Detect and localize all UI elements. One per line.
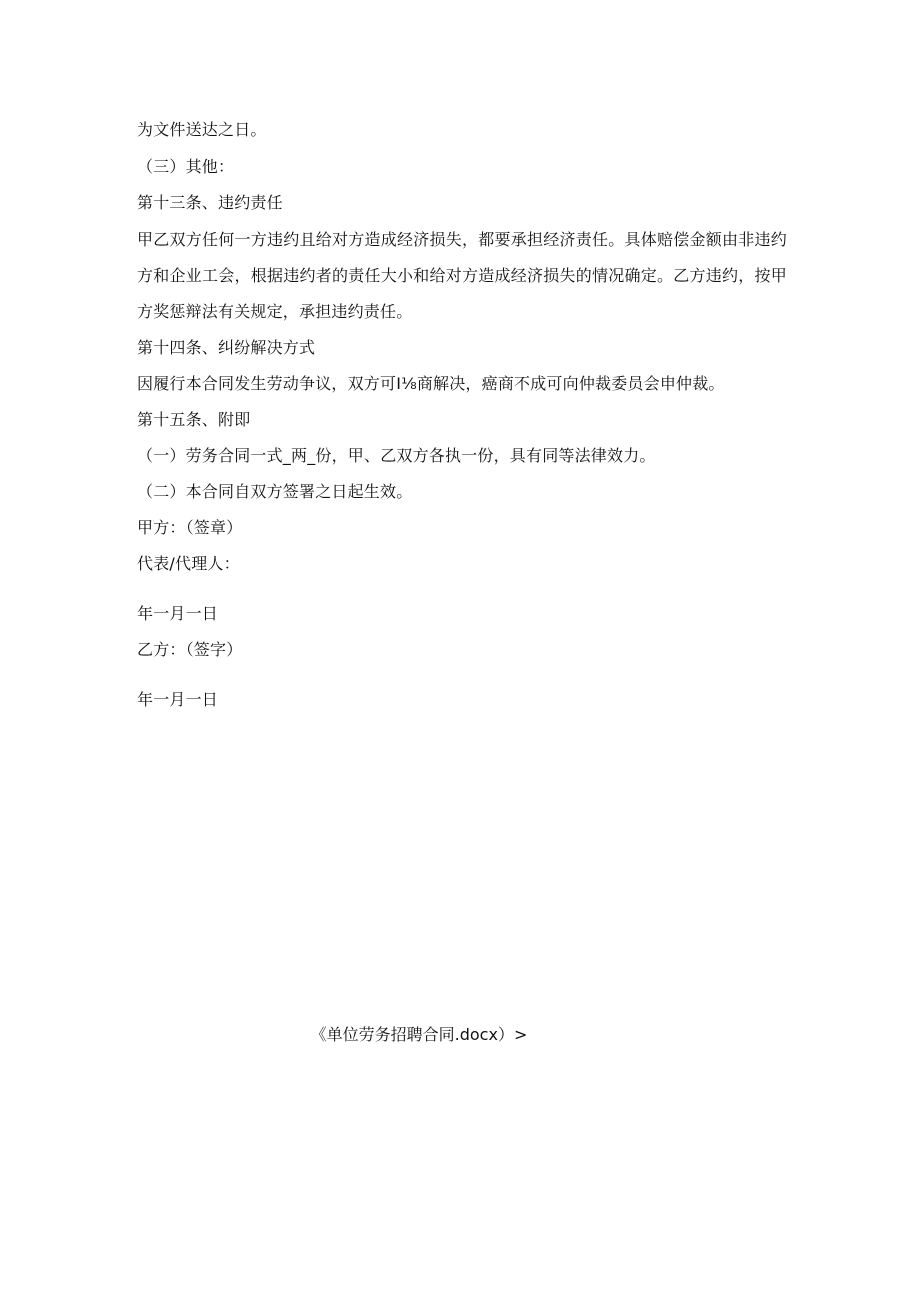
section-other-heading: （三）其他： xyxy=(137,157,235,176)
article-14-paragraph: 因履行本合同发生劳动争议，双方可I⅛商解决，癌商不成可向仲裁委员会申仲裁。 xyxy=(137,374,725,393)
representative-line: 代表/代理人： xyxy=(137,554,240,573)
document-footer xyxy=(0,1025,920,1045)
party-b-date-line: 年一月一日 xyxy=(137,690,219,709)
article-14-heading: 第十四条、纠纷解决方式 xyxy=(137,338,316,357)
party-a-signature-line: 甲方：（签章） xyxy=(137,518,243,537)
article-15-heading: 第十五条、附即 xyxy=(137,410,251,429)
party-a-date-line: 年一月一日 xyxy=(137,604,219,623)
footer-filename: 《单位劳务招聘合同.docx）> xyxy=(310,1025,528,1044)
article-15-item-2: （二）本合同自双方签署之日起生效。 xyxy=(137,482,413,501)
article-13-paragraph: 甲乙双方任何一方违约且给对方造成经济损失，都要承担经济责任。具体赔偿金额由非违约方和企业工会，根据违约者的责任大小和给对方造成经济损失的情况确定。乙方违约，按甲方奖惩辩法有关规定，承担违约责任。 xyxy=(137,230,787,321)
article-15-item-1: （一）劳务合同一式_两_份，甲、乙双方各执一份，具有同等法律效力。 xyxy=(137,446,656,465)
party-b-signature-line: 乙方：（签字） xyxy=(137,640,243,659)
article-13-heading: 第十三条、违约责任 xyxy=(137,193,283,212)
text-line-delivery-date: 为文件送达之日。 xyxy=(137,120,267,139)
